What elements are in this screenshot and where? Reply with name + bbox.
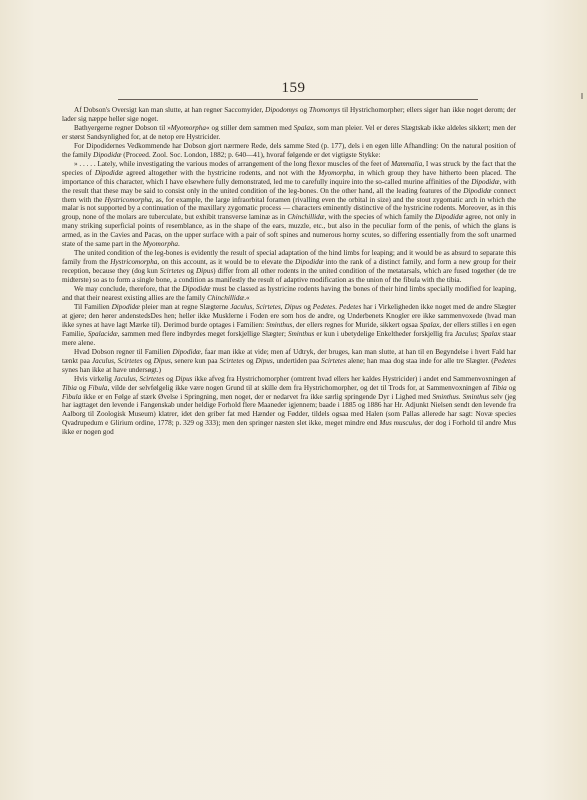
italic-run: Sminthus: [432, 392, 459, 401]
italic-run: Dipodidæ: [435, 213, 464, 222]
italic-run: Chinchillidæ: [207, 294, 245, 303]
italic-run: Myomorpha: [318, 168, 354, 177]
text-run: er kun i ubetydelige Enkeltheder forskjellig fra: [314, 329, 455, 338]
text-run: (Proceed. Zool. Soc. London, 1882; p. 640—41), hvoraf følgende er det vigtigste Stykke:: [121, 150, 381, 159]
italic-run: Pedetes: [312, 302, 336, 311]
italic-run: Fibula: [88, 383, 108, 392]
text-run: , in which group they have hitherto been placed. The importance of this character, which I have elsewhere fully demonstrated, led me to carefully inquire into the so-called murine affinities of the: [62, 168, 516, 186]
text-run: » . . . . . Lately, while investigating the various modes of arrangement of the long flexor muscles of the feet of: [74, 159, 392, 168]
text-run: The united condition of the leg-bones is evidently the result of special adaptation of the hind limbs for leaping; and it would be as absurd to separate this family from the: [62, 249, 516, 267]
text-run: og: [76, 383, 89, 392]
italic-run: Myomorpha: [170, 123, 206, 132]
italic-run: Dipodidæ: [94, 168, 124, 177]
text-run: Bathyergerne regner Dobson til »: [74, 123, 171, 132]
text-run: , sammen med flere indbyrdes meget forskjellige Slægter;: [117, 329, 288, 338]
italic-run: Dipus: [195, 267, 214, 276]
italic-run: Hystricomorpha: [110, 258, 158, 267]
italic-run: Sminthus: [287, 329, 315, 338]
paragraph: [62, 348, 516, 375]
italic-run: Jaculus, Scirtetes: [113, 374, 165, 383]
italic-run: Pedetes: [338, 302, 362, 311]
italic-run: Tibia: [62, 383, 77, 392]
text-run: connect them with the: [62, 186, 516, 204]
page-number: 159: [281, 80, 306, 96]
text-run: , der dog i Forhold til andre Mus ikke er nogen god: [62, 419, 516, 437]
text-run: og: [297, 106, 309, 114]
text-run: , der ellers stilles i en egen Familie,: [62, 320, 517, 338]
text-run: , undertiden paa: [272, 356, 322, 365]
italic-run: Jaculus, Scirtetes, Dipus: [230, 302, 302, 311]
italic-run: Dipodidæ: [471, 177, 500, 186]
text-run: til Hystrichomorpher; ellers siger han ikke noget derom; der lader sig næppe heller sige noget.: [62, 106, 516, 123]
body-text: [62, 106, 516, 437]
text-run: og: [164, 374, 176, 383]
italic-run: Fibula: [62, 392, 82, 401]
paragraph: [62, 249, 516, 285]
italic-run: Dipodidæ: [172, 347, 201, 356]
text-run: og: [506, 383, 516, 392]
text-run: Hvis virkelig: [74, 374, 114, 383]
text-run: Til Familien: [74, 302, 112, 311]
italic-run: Jaculus: [454, 329, 477, 338]
text-run: Hvad Dobson regner til Familien: [74, 347, 173, 356]
italic-run: Hystricomorpha: [104, 195, 152, 204]
italic-run: Pedetes: [493, 356, 516, 365]
italic-run: Tibia: [491, 383, 507, 392]
italic-run: Chinchillidæ: [287, 213, 325, 222]
italic-run: Dipus: [175, 374, 193, 383]
text-run: ikke er en Følge af stærk Øvelse i Springning, men noget, der er nedarvet fra ikke særlig springende Dyr i Lighed med: [81, 392, 433, 401]
italic-run: Dipus: [255, 356, 273, 365]
text-run: .: [177, 240, 180, 249]
text-run: , vilde der selvfølgelig ikke være nogen Grund til at skille dem fra Hystrichomorpher, og det til Trods for, at Sammenvoxningen af: [107, 383, 492, 392]
paragraph: [62, 285, 516, 303]
text-run: , der ellers regnes for Muride, sikkert ogsaa: [292, 320, 420, 329]
italic-run: Dipodomys: [265, 106, 298, 114]
header-rule: [118, 99, 478, 100]
text-run: We may conclude, therefore, that the: [74, 285, 183, 294]
text-run: « og stiller dem sammen med: [205, 123, 294, 132]
text-run: , I was struck by the fact that the species of: [62, 159, 516, 177]
text-run: pleier man at regne Slægterne: [139, 302, 231, 311]
italic-run: Spalax: [419, 320, 440, 329]
text-run: .: [335, 302, 339, 311]
italic-run: Spalax: [480, 329, 501, 338]
text-run: into the rank of a distinct family, and form a new group for their reception, because they (dog kun: [62, 258, 517, 276]
text-run: , with the species of which family the: [324, 213, 436, 222]
italic-run: Spalacidæ: [87, 329, 118, 338]
text-run: must be classed as hystricine rodents having the bones of their hind limbs specially modified for leaping, and that their nearest existing allies are the family: [62, 285, 516, 303]
page-edge-mark: [581, 93, 583, 99]
text-run: ;: [476, 329, 481, 338]
text-run: og: [184, 267, 196, 276]
text-run: agreed altogether with the hystricine rodents, and not with the: [123, 168, 319, 177]
text-run: , som man pleier. Vel er deres Slægtskab ikke aldeles sikkert; men der er størst Sandsynlighed for, at de netop ere Hystricider.: [62, 123, 517, 141]
paragraph: [62, 303, 516, 348]
text-run: ) differ from all other rodents in the united condition of the metatarsals, which are fused together (de tre midterste) so as to form a single bone, a condition as manifestly the result of adaptive modification as the union of the fibula with the tibia.: [62, 267, 516, 285]
italic-run: Mammalia: [391, 159, 423, 168]
italic-run: Mus musculus: [379, 419, 421, 428]
italic-run: Sminthus: [462, 392, 490, 401]
italic-run: Myomorpha: [142, 240, 178, 249]
text-run: ikke afveg fra Hystrichomorpher (omtrent hvad ellers her kaldes Hystricider) i andet end Sammenvoxningen af: [192, 374, 516, 383]
italic-run: Sminthus: [266, 320, 293, 329]
italic-run: Dipodidæ: [295, 258, 324, 267]
italic-run: Dipodidæ: [463, 186, 492, 195]
text-run: har i Virkeligheden ikke noget med de andre Slægter at gjøre; den hører andenstedsDes hen; heller ikke Musklerne i Foden ere som hos de andre, og Underbenets Knogler ere ikke sammenvoxede (hvad man ikke synes at have lagt Mærke til). Derimod burde optages i Familien:: [62, 302, 516, 329]
text-run: , senere kun paa: [170, 356, 220, 365]
italic-run: Scirtetes: [159, 267, 185, 276]
text-run: selv (jeg har iagttaget den levende i Fangenskab under heldige Forhold flere Maaneder igjennem; baade i 1885 og 1886 har Hr. Adjunkt Nielsen sendt den levende fra Aalborg til Zoologisk Museum) klatrer, idet den griber fat med Hænder og Fødder, tildels ogsaa med Halen (som Pallas allerede har sagt: Novæ species Qvadrupedum e Glirium ordine, 1778; p. 329 og 333); men den springer næsten slet ikke, meget mindre end: [62, 392, 517, 428]
text-run: , with the result that these may be said to consist only in the united condition of the leg-bones. On the other hand, all the leading features of the: [62, 177, 516, 195]
text-run: .«: [244, 294, 250, 303]
italic-run: Dipodidæ: [93, 150, 122, 159]
paragraph: [62, 160, 516, 250]
italic-run: Dipodidæ: [111, 302, 140, 311]
text-run: Af Dobson's Oversigt kan man slutte, at han regner Saccomyider,: [74, 106, 266, 114]
text-run: og: [301, 302, 313, 311]
text-run: staar mere alene.: [62, 329, 516, 347]
text-run: , faar man ikke at vide; men af Udtryk, der bruges, kan man slutte, at han til en Begyndelse i hvert Fald har tænkt paa: [62, 347, 516, 365]
text-run: , as, for example, the large infraorbital foramen (rivalling even the orbital in size) and the stout zygomatic arch in which the malar is not supported by a continuation of the maxillary zygomatic process — characters eminently distinctive of the hystricine rodents. Moreover, as in this group, none of the molars are tuberculate, but exhibit transverse laminæ as in: [62, 195, 516, 222]
paragraph: [62, 124, 516, 142]
italic-run: Dipodidæ: [182, 285, 211, 294]
italic-run: Thomomys: [308, 106, 341, 114]
paragraph: [62, 142, 516, 160]
italic-run: Dipus: [153, 356, 171, 365]
italic-run: Scirtetes: [321, 356, 346, 365]
paragraph: [62, 106, 516, 124]
text-run: For Dipodidernes Vedkommende har Dobson gjort nærmere Rede, dels samme Sted (p. 177), dels i en egen lille Afhandling: On the natural position of the family: [62, 141, 516, 159]
text-run: og: [142, 356, 154, 365]
paragraph: [62, 375, 516, 438]
italic-run: Scirtetes: [219, 356, 245, 365]
italic-run: Spalax: [293, 123, 314, 132]
text-run: agree, not only in many striking superficial points of resemblance, as in the shape of the ears, muzzle, etc., but also in the peculiar form of the penis, of which the glans is armed, as in the Cavies and Pacas, on the upper surface with a pair of soft spines and numerous horny scutes, so differing essentially from the soft unarmed state of the same part in the: [62, 213, 516, 249]
italic-run: Jaculus, Scirtetes: [91, 356, 143, 365]
text-run: alene; han maa dog staa inde for alle tre Slægter. (: [345, 356, 494, 365]
text-run: , on this account, as it would be to elevate the: [157, 258, 296, 267]
text-run: .: [458, 392, 463, 401]
text-run: og: [244, 356, 256, 365]
text-run: synes han ikke at have undersøgt.): [62, 365, 162, 374]
